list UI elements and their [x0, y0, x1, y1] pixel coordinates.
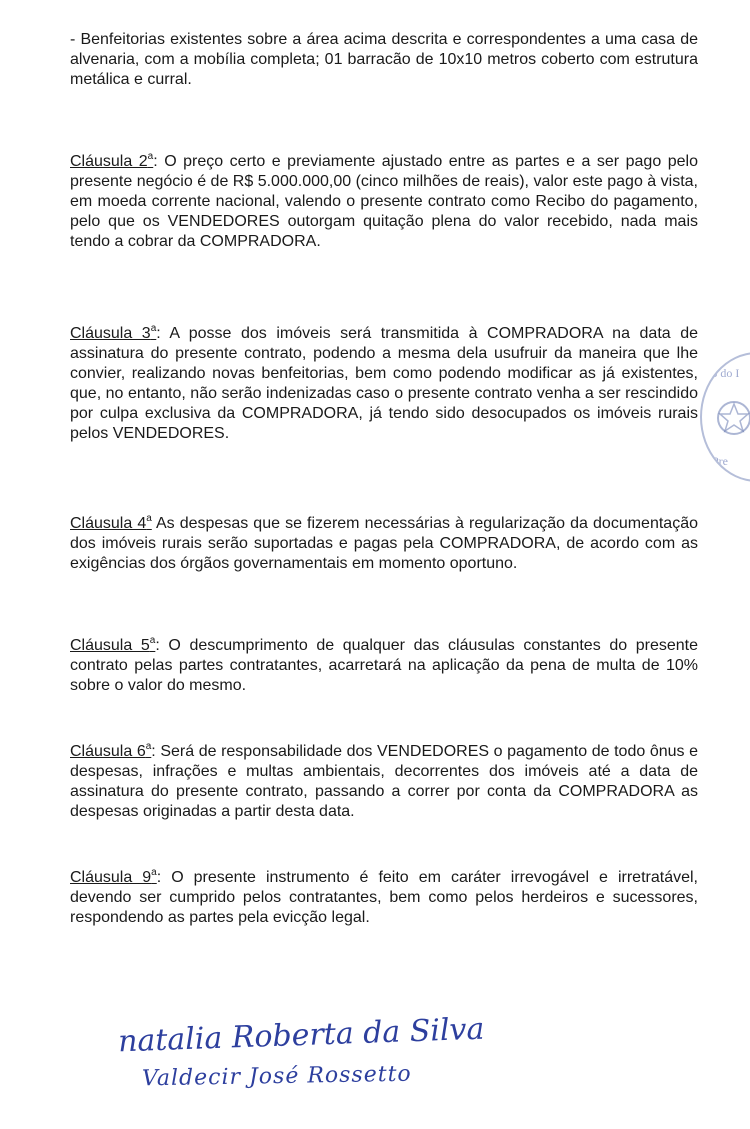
clause-2-title: Cláusula 2$^a$ [70, 151, 154, 170]
clause-4-title: Cláusula 4$^a$ [70, 513, 152, 532]
clause-2-text: O preço certo e previamente ajustado entre as partes e a ser pago pelo presente negócio é de R$ 5.000.000,00 (cinco milhões de reais), valor este pago à vista, em moeda corrente nacional, valendo o presente contrato como Recibo do pagamento, pelo que os VENDEDORES outorgam quitação plena do valor recebido, nada mais tendo a cobrar da COMPRADORA. [70, 153, 698, 250]
clause-6-title: Cláusula 6$^a$ [70, 741, 152, 760]
clause-2: Cláusula 2$^a$: O preço certo e previamente ajustado entre as partes e a ser pago pelo presente negócio é de R$ 5.000.000,00 (cinco milhões de reais), valor este pago à vista, em moeda corrente nacional, valendo o presente contrato como Recibo do pagamento, pelo que os VENDEDORES outorgam quitação plena do valor recebido, nada mais tendo a cobrar da COMPRADORA. [70, 151, 698, 250]
clause-3-text: A posse dos imóveis será transmitida à COMPRADORA na data de assinatura do presente contrato, podendo a mesma dela usufruir da maneira que lhe convier, realizando novas benfeitorias, bem como podendo modificar as já existentes, que, no entanto, não serão indenizadas caso o presente contrato venha a ser rescindido por culpa exclusiva da COMPRADORA, já tendo sido desocupados os imóveis rurais pelos VENDEDORES. [70, 325, 699, 442]
clause-4-text: As despesas que se fizerem necessárias à regularização da documentação dos imóveis rurais serão suportadas e pagas pela COMPRADORA, de acordo com as exigências dos órgãos governamentais em momento oportuno. [70, 515, 698, 572]
clause-5-title: Cláusula 5$^a$ [70, 635, 156, 654]
intro-paragraph: - Benfeitorias existentes sobre a área acima descrita e correspondentes a uma casa de alvenaria, com a mobília completa; 01 barracão de 10x10 metros coberto com estrutura metálica e curral. [70, 31, 698, 88]
clause-9: Cláusula 9$^a$: O presente instrumento é feito em caráter irrevogável e irretratável, devendo ser cumprido pelos contratantes, bem como pelos herdeiros e sucessores, respondendo as partes pela evicção legal. [70, 867, 698, 926]
coat-of-arms-icon [714, 398, 750, 438]
clause-4 [70, 514, 698, 574]
notary-seal-stamp [700, 352, 750, 482]
seal-text-top: io do I [708, 366, 740, 380]
clause-6-text: Será de responsabilidade dos VENDEDORES o pagamento de todo ônus e despesas, infrações e multas ambientais, decorrentes dos imóveis até a data de assinatura do presente contrato, passando a correr por conta da COMPRADORA as despesas originadas a partir desta data. [70, 743, 698, 820]
clause-3: Cláusula 3$^a$: A posse dos imóveis será transmitida à COMPRADORA na data de assinatura do presente contrato, podendo a mesma dela usufruir da maneira que lhe convier, realizando novas benfeitorias, bem como podendo modificar as já existentes, que, no entanto, não serão indenizadas caso o presente contrato venha a ser rescindido por culpa exclusiva da COMPRADORA, já tendo sido desocupados os imóveis rurais pelos VENDEDORES. [70, 323, 699, 442]
clause-5: Cláusula 5$^a$: O descumprimento de qualquer das cláusulas constantes do presente contrato pelas partes contratantes, acarretará na aplicação da pena de multa de 10% sobre o valor do mesmo. [70, 635, 698, 694]
clause-5-text: O descumprimento de qualquer das cláusulas constantes do presente contrato pelas partes contratantes, acarretará na aplicação da pena de multa de 10% sobre o valor do mesmo. [70, 637, 698, 694]
signature-valdecir: Valdecir José Rossetto [141, 1061, 412, 1092]
clause-6: Cláusula 6$^a$: Será de responsabilidade dos VENDEDORES o pagamento de todo ônus e despesas, infrações e multas ambientais, decorrentes dos imóveis até a data de assinatura do presente contrato, passando a correr por conta da COMPRADORA as despesas originadas a partir desta data. [70, 741, 698, 820]
clause-9-title: Cláusula 9$^a$ [70, 867, 157, 886]
clause-3-title: Cláusula 3$^a$ [70, 323, 157, 342]
clause-9-text: O presente instrumento é feito em caráter irrevogável e irretratável, devendo ser cumprido pelos contratantes, bem como pelos herdeiros e sucessores, respondendo as partes pela evicção legal. [70, 869, 698, 926]
seal-text-bottom: Pre [712, 454, 728, 468]
signature-natalia: natalia Roberta da Silva [117, 1011, 485, 1060]
